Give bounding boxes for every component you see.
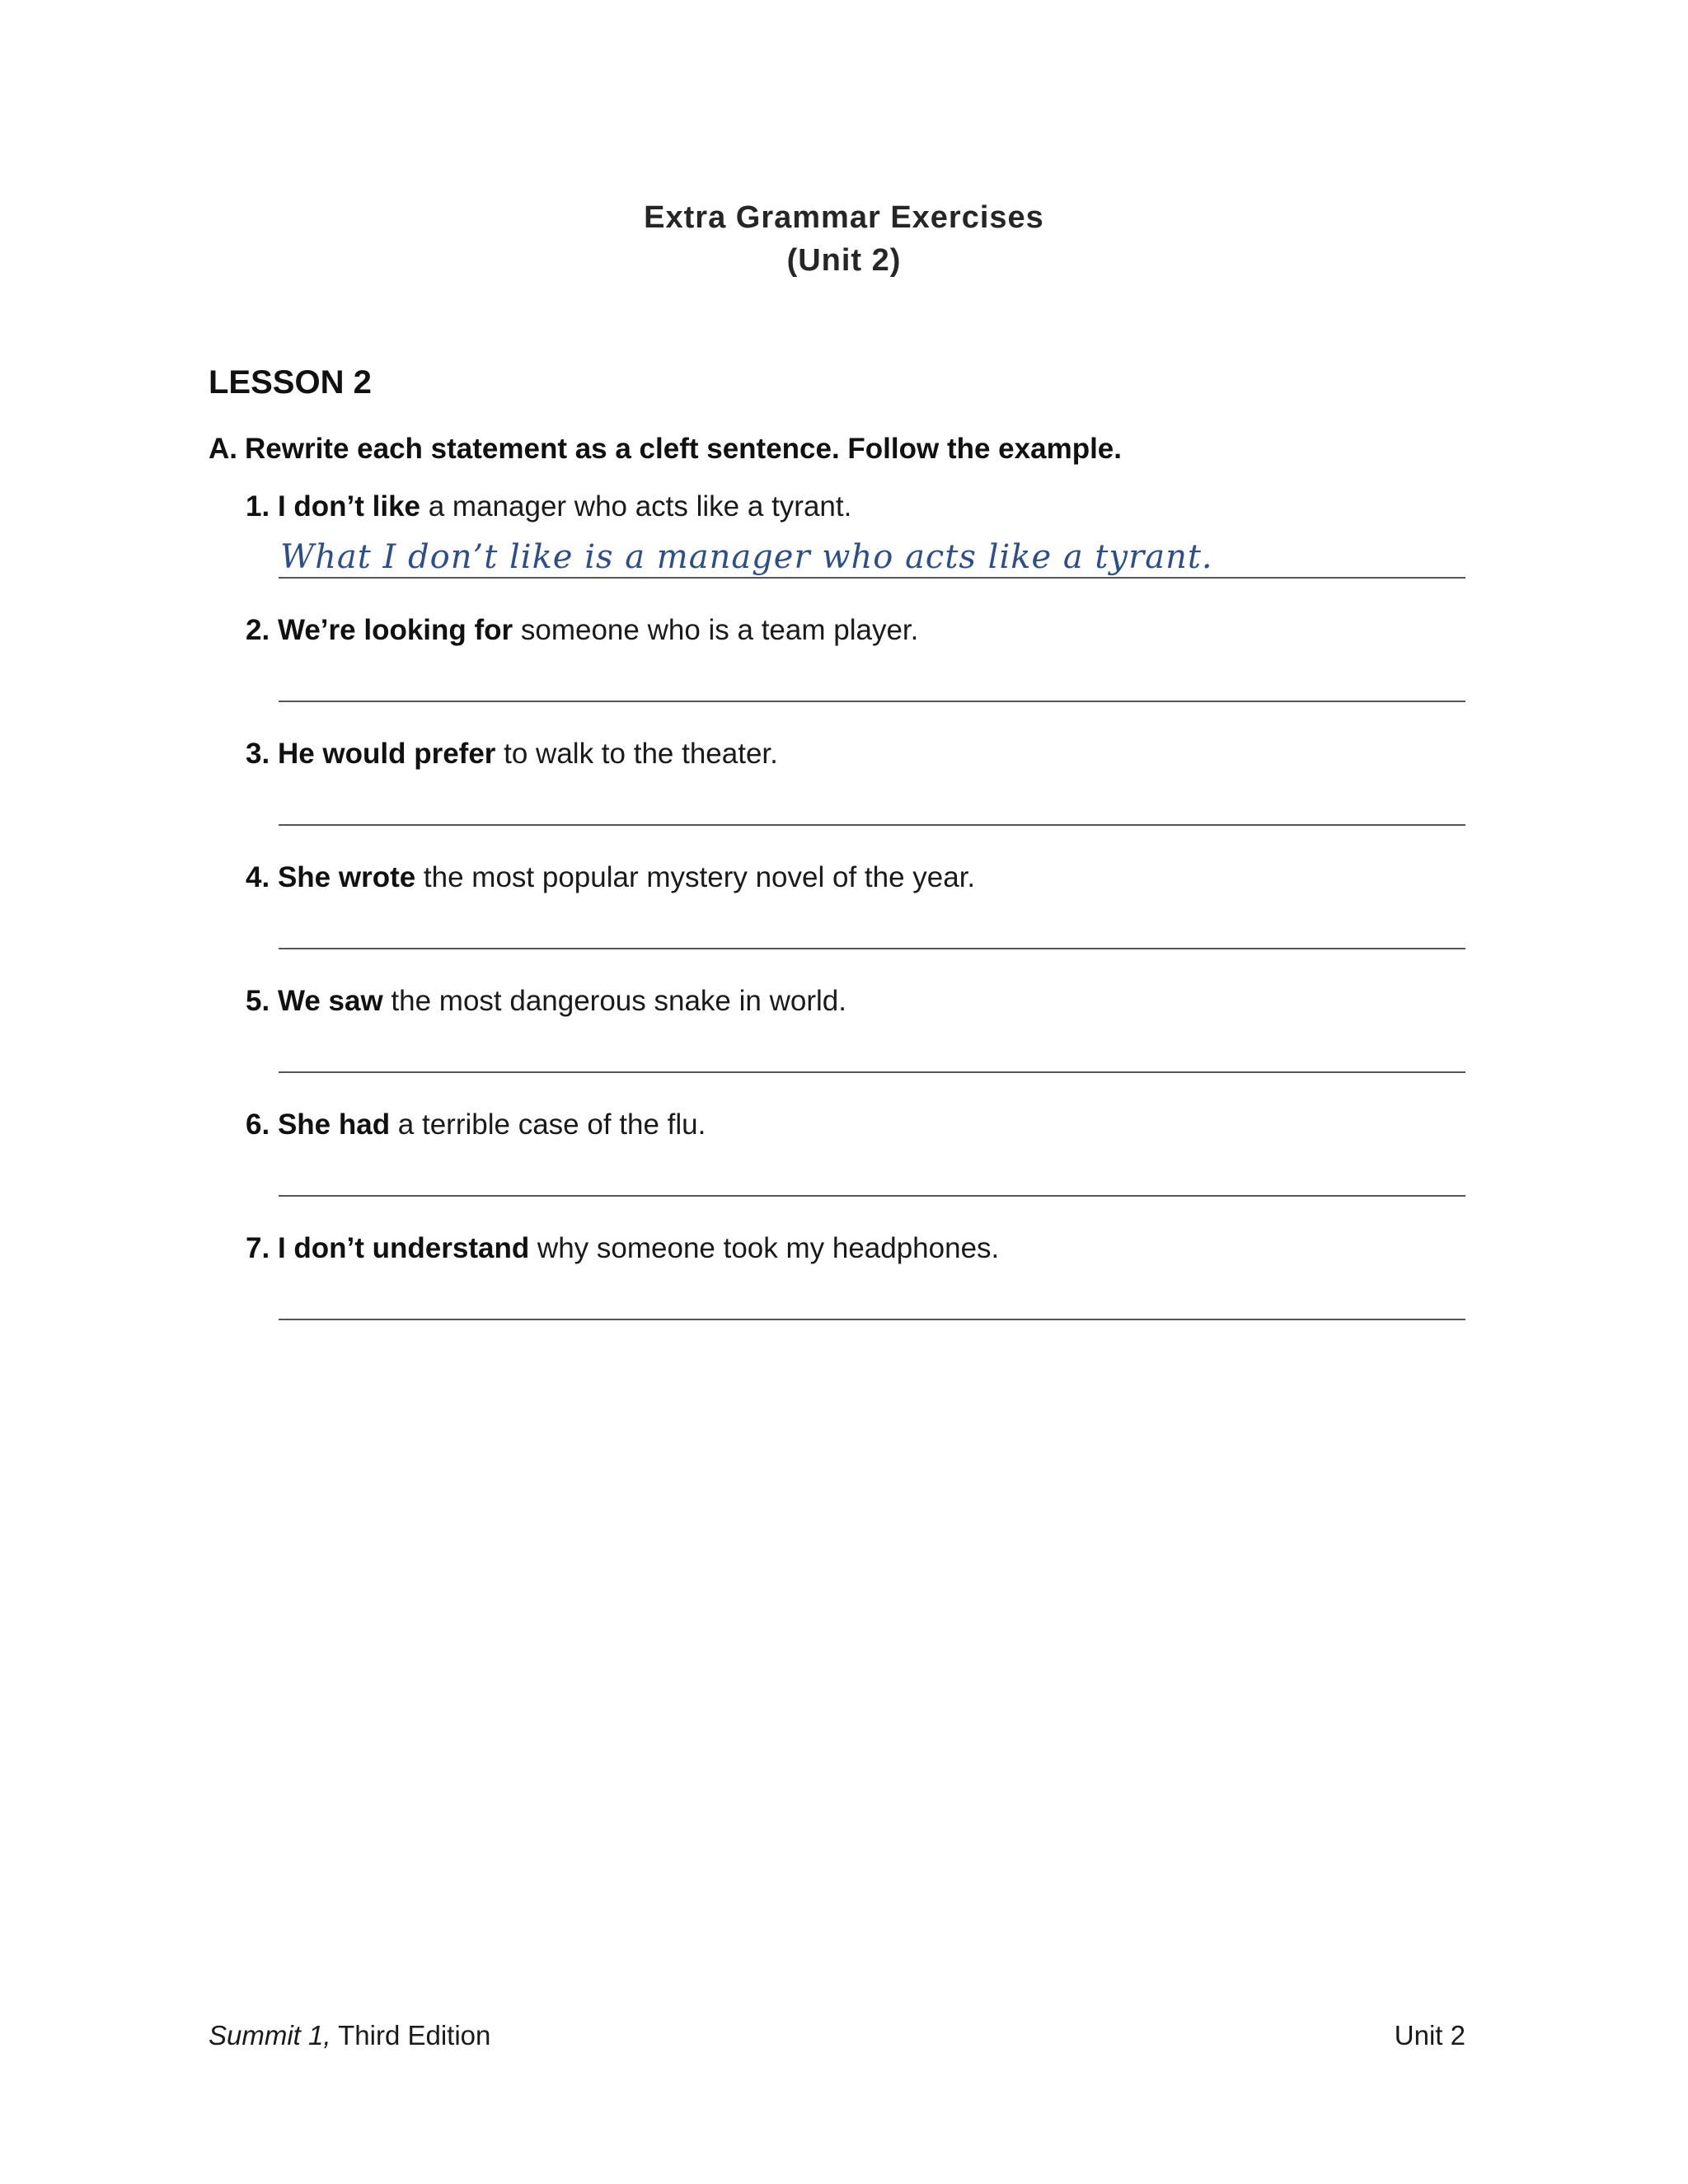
item-number: 1. [246,490,270,523]
item-bold-phrase: We saw [277,985,383,1017]
title-line-1: Extra Grammar Exercises [644,200,1044,235]
worksheet-title [0,196,1688,282]
title-line-2: (Unit 2) [786,243,902,278]
instruction-text: Rewrite each statement as a cleft sentence. Follow the example. [245,433,1122,465]
item-rest-text: to walk to the theater. [495,738,778,770]
answer-line[interactable] [279,1319,1465,1320]
item-rest-text: why someone took my headphones. [529,1232,1000,1264]
exercise-item-5 [246,982,1465,1020]
answer-line[interactable] [279,1071,1465,1073]
item-rest-text: the most dangerous snake in world. [382,985,846,1017]
exercise-item-2 [246,612,1465,649]
item-number: 6. [246,1108,270,1141]
item-bold-phrase: We’re looking for [277,614,513,646]
answer-line[interactable] [279,1195,1465,1197]
exercise-item-4 [246,859,1465,897]
answer-line[interactable] [279,701,1465,702]
item-prompt [246,488,1465,526]
item-number: 3. [246,738,270,770]
footer-unit: Unit 2 [1394,2020,1465,2050]
lesson-heading: LESSON 2 [209,364,372,401]
answer-line[interactable] [279,948,1465,949]
item-bold-phrase: She wrote [277,861,416,893]
item-number: 7. [246,1232,270,1264]
item-bold-phrase: I don’t understand [277,1232,530,1264]
item-bold-phrase: She had [277,1108,391,1141]
answer-line[interactable] [279,577,1465,579]
footer-book-title [209,2018,490,2054]
item-number: 4. [246,861,270,893]
item-number: 2. [246,614,270,646]
item-prompt [246,612,1465,649]
footer-edition: Third Edition [331,2020,491,2050]
item-prompt [246,859,1465,897]
footer-book-name: Summit 1, [209,2020,331,2050]
item-prompt [246,1106,1465,1144]
section-letter: A. [209,433,237,465]
exercise-item-7 [246,1230,1465,1268]
item-prompt [246,982,1465,1020]
exercise-item-1 [246,488,1465,576]
section-instruction [209,430,1122,468]
item-rest-text: a terrible case of the flu. [390,1108,706,1141]
item-rest-text: the most popular mystery novel of the year. [415,861,976,893]
item-rest-text: someone who is a team player. [513,614,919,646]
exercise-item-6 [246,1106,1465,1144]
item-bold-phrase: He would prefer [277,738,496,770]
item-prompt [246,1230,1465,1268]
item-rest-text: a manager who acts like a tyrant. [420,490,852,523]
item-bold-phrase: I don’t like [277,490,421,523]
exercise-item-3 [246,735,1465,773]
item-number: 5. [246,985,270,1017]
answer-line[interactable] [279,824,1465,826]
example-answer-handwriting: What I don’t like is a manager who acts like a tyrant. [280,538,1213,576]
item-prompt [246,735,1465,773]
